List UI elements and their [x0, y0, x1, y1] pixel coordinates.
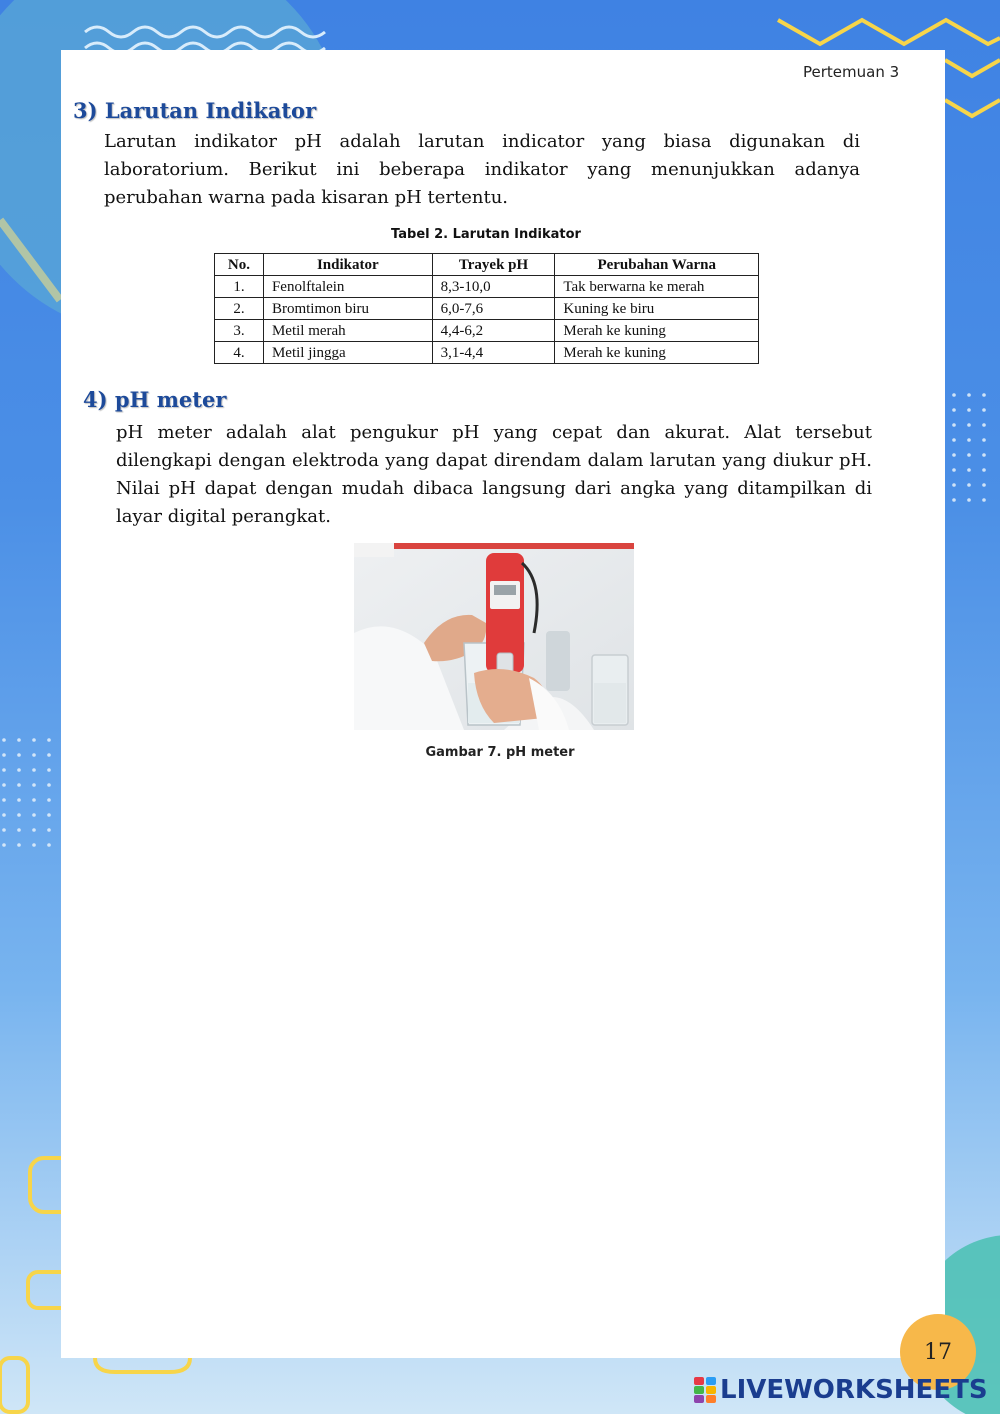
cell-no: 1. [215, 276, 264, 298]
decorative-dot [952, 393, 956, 397]
header-trayek-ph: Trayek pH [432, 254, 555, 276]
decorative-dot [982, 438, 986, 442]
paragraph-larutan-indikator: Larutan indikator pH adalah larutan indicator yang biasa digunakan di laboratorium. Berikut ini beberapa indikator yang menunjukkan adanya perubahan warna pada kisaran pH tertentu. [104, 131, 860, 208]
decorative-dot [967, 393, 971, 397]
decorative-dot [17, 753, 21, 757]
decorative-dot [2, 813, 6, 817]
yellow-rounded-rect-3 [0, 1358, 28, 1412]
decorative-dot [2, 738, 6, 742]
decorative-dot [17, 768, 21, 772]
decorative-dot [17, 738, 21, 742]
decorative-dot [967, 438, 971, 442]
cell-indikator: Fenolftalein [263, 276, 432, 298]
decorative-dot [952, 483, 956, 487]
section-title-larutan-indikator: 3) Larutan Indikator [73, 98, 317, 123]
page-number: 17 [924, 1339, 952, 1365]
decorative-dot [2, 768, 6, 772]
liveworksheets-logo[interactable] [694, 1372, 994, 1408]
liveworksheets-icon [694, 1377, 716, 1403]
decorative-dot [32, 783, 36, 787]
cell-indikator: Bromtimon biru [263, 298, 432, 320]
table-row [215, 276, 759, 298]
cell-warna: Merah ke kuning [555, 320, 759, 342]
paragraph-ph-meter: pH meter adalah alat pengukur pH yang cepat dan akurat. Alat tersebut dilengkapi dengan elektroda yang dapat direndam dalam larutan yang diukur pH. Nilai pH dapat dengan mudah dibaca langsung dari angka yang ditampilkan di layar digital perangkat. [116, 422, 872, 527]
decorative-dot [982, 393, 986, 397]
decorative-dot [952, 438, 956, 442]
cell-trayek: 8,3-10,0 [432, 276, 555, 298]
cell-warna: Kuning ke biru [555, 298, 759, 320]
ph-meter-photo [354, 543, 634, 730]
decorative-dot [952, 408, 956, 412]
decorative-dot [32, 813, 36, 817]
zigzag-1 [778, 20, 1000, 44]
decorative-dot [47, 753, 51, 757]
decorative-dot [47, 768, 51, 772]
zigzag-2 [945, 60, 1000, 76]
decorative-dot [17, 828, 21, 832]
table-row [215, 298, 759, 320]
decorative-dot [2, 843, 6, 847]
decorative-dot [952, 423, 956, 427]
decorative-dot [982, 468, 986, 472]
cell-no: 3. [215, 320, 264, 342]
header-no: No. [215, 254, 264, 276]
decorative-dot [17, 783, 21, 787]
cell-trayek: 4,4-6,2 [432, 320, 555, 342]
decorative-dot [47, 843, 51, 847]
decorative-dot [2, 828, 6, 832]
cell-indikator: Metil jingga [263, 342, 432, 364]
cell-no: 2. [215, 298, 264, 320]
cell-indikator: Metil merah [263, 320, 432, 342]
cell-warna: Tak berwarna ke merah [555, 276, 759, 298]
cell-no: 4. [215, 342, 264, 364]
section-title-ph-meter: 4) pH meter [83, 387, 227, 412]
decorative-dot [47, 828, 51, 832]
decorative-dot [32, 828, 36, 832]
decorative-dot [47, 783, 51, 787]
decorative-dot [967, 408, 971, 412]
decorative-dot [952, 468, 956, 472]
decorative-dot [32, 798, 36, 802]
decorative-dot [32, 843, 36, 847]
decorative-dot [32, 753, 36, 757]
decorative-dot [967, 453, 971, 457]
decorative-dot [17, 798, 21, 802]
decorative-dot [982, 483, 986, 487]
decorative-dot [952, 453, 956, 457]
decorative-dot [17, 813, 21, 817]
decorative-dot [2, 798, 6, 802]
decorative-dot [967, 498, 971, 502]
decorative-dot [47, 738, 51, 742]
decorative-dot [967, 483, 971, 487]
indicator-table [214, 253, 759, 364]
dot-grid-right [952, 393, 986, 502]
decorative-dot [32, 738, 36, 742]
table-caption: Tabel 2. Larutan Indikator [391, 227, 581, 242]
decorative-dot [982, 453, 986, 457]
decorative-dot [967, 468, 971, 472]
yellow-arc [95, 1358, 190, 1372]
cell-warna: Merah ke kuning [555, 342, 759, 364]
zigzag-3 [945, 100, 1000, 116]
decorative-dot [982, 408, 986, 412]
decorative-dot [47, 813, 51, 817]
brand-name: LIVEWORKSHEETS [720, 1375, 988, 1405]
cell-trayek: 3,1-4,4 [432, 342, 555, 364]
table-row [215, 320, 759, 342]
decorative-dot [47, 798, 51, 802]
decorative-dot [982, 498, 986, 502]
decorative-dot [952, 498, 956, 502]
header-perubahan-warna: Perubahan Warna [555, 254, 759, 276]
decorative-dot [17, 843, 21, 847]
decorative-dot [2, 753, 6, 757]
table-row [215, 342, 759, 364]
table-header-row [215, 254, 759, 276]
dot-grid-left [2, 738, 51, 847]
figure-caption: Gambar 7. pH meter [425, 745, 575, 760]
cell-trayek: 6,0-7,6 [432, 298, 555, 320]
header-indikator: Indikator [263, 254, 432, 276]
decorative-dot [967, 423, 971, 427]
decorative-dot [982, 423, 986, 427]
decorative-dot [2, 783, 6, 787]
decorative-dot [32, 768, 36, 772]
meeting-label: Pertemuan 3 [803, 63, 900, 81]
